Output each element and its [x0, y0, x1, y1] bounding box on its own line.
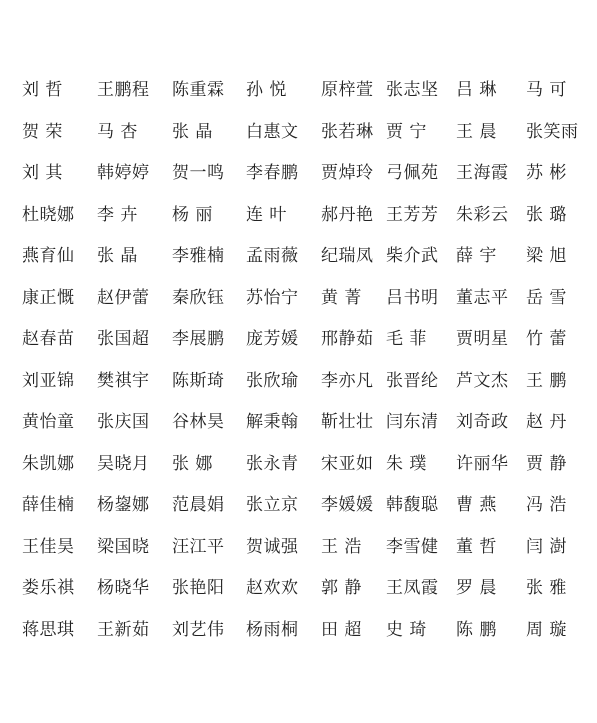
name-cell: 娄乐祺 [22, 578, 75, 599]
name-cell: 李亦凡 [321, 370, 374, 391]
name-cell: 陈斯琦 [172, 370, 225, 391]
name-row [22, 236, 574, 278]
name-cell: 杜晓娜 [22, 204, 75, 225]
name-cell: 靳壮壮 [321, 412, 374, 433]
name-cell: 周 璇 [526, 619, 567, 640]
name-row [22, 361, 574, 403]
name-cell: 赵欢欢 [246, 578, 299, 599]
name-cell: 庞芳媛 [246, 329, 299, 350]
name-cell: 纪瑞凤 [321, 246, 374, 267]
name-row [22, 153, 574, 195]
name-cell: 贺 荣 [22, 121, 63, 142]
name-cell: 宋亚如 [321, 453, 374, 474]
name-cell: 张 雅 [526, 578, 567, 599]
name-cell: 吕 琳 [456, 80, 497, 101]
name-cell: 朱凯娜 [22, 453, 75, 474]
name-cell: 张晋纶 [386, 370, 439, 391]
name-cell: 董志平 [456, 287, 509, 308]
name-cell: 王新茹 [97, 619, 150, 640]
name-cell: 韩馥聪 [386, 495, 439, 516]
name-cell: 薛 宇 [456, 246, 497, 267]
name-cell: 贾 宁 [386, 121, 427, 142]
name-cell: 汪江平 [172, 536, 225, 557]
name-cell: 李雪健 [386, 536, 439, 557]
name-cell: 岳 雪 [526, 287, 567, 308]
name-cell: 贺诚强 [246, 536, 299, 557]
name-cell: 吕书明 [386, 287, 439, 308]
name-cell: 王鹏程 [97, 80, 150, 101]
name-cell: 张永青 [246, 453, 299, 474]
name-cell: 杨雨桐 [246, 619, 299, 640]
name-cell: 马 杏 [97, 121, 138, 142]
name-row [22, 568, 574, 610]
name-cell: 燕育仙 [22, 246, 75, 267]
name-cell: 郭 静 [321, 578, 362, 599]
name-cell: 杨晓华 [97, 578, 150, 599]
names-list [22, 70, 579, 651]
name-cell: 康正慨 [22, 287, 75, 308]
name-cell: 贾焯玲 [321, 163, 374, 184]
name-cell: 毛 菲 [386, 329, 427, 350]
name-cell: 许丽华 [456, 453, 509, 474]
name-cell: 张若琳 [321, 121, 374, 142]
name-cell: 竹 蕾 [526, 329, 567, 350]
name-row [22, 610, 574, 652]
name-cell: 贾 静 [526, 453, 567, 474]
name-cell: 柴介武 [386, 246, 439, 267]
name-cell: 解秉翰 [246, 412, 299, 433]
name-cell: 罗 晨 [456, 578, 497, 599]
name-cell: 孟雨薇 [246, 246, 299, 267]
name-cell: 贾明星 [456, 329, 509, 350]
name-cell: 原梓萱 [321, 80, 374, 101]
name-cell: 张笑雨 [526, 121, 579, 142]
name-cell: 李雅楠 [172, 246, 225, 267]
name-row [22, 278, 574, 320]
name-cell: 蒋思琪 [22, 619, 75, 640]
name-cell: 曹 燕 [456, 495, 497, 516]
name-cell: 苏 彬 [526, 163, 567, 184]
name-cell: 梁 旭 [526, 246, 567, 267]
name-cell: 王 鹏 [526, 370, 567, 391]
name-cell: 张志坚 [386, 80, 439, 101]
name-cell: 郝丹艳 [321, 204, 374, 225]
name-cell: 杨鋆娜 [97, 495, 150, 516]
name-cell: 闫东清 [386, 412, 439, 433]
name-cell: 刘艺伟 [172, 619, 225, 640]
name-row [22, 112, 579, 154]
name-cell: 陈重霖 [172, 80, 225, 101]
name-cell: 朱 璞 [386, 453, 427, 474]
name-cell: 朱彩云 [456, 204, 509, 225]
name-cell: 王凤霞 [386, 578, 439, 599]
name-cell: 黄怡童 [22, 412, 75, 433]
name-cell: 马 可 [526, 80, 567, 101]
name-cell: 李春鹏 [246, 163, 299, 184]
name-cell: 赵春苗 [22, 329, 75, 350]
name-cell: 张 晶 [172, 121, 213, 142]
name-cell: 贺一鸣 [172, 163, 225, 184]
name-cell: 刘 其 [22, 163, 63, 184]
name-cell: 王 晨 [456, 121, 497, 142]
name-cell: 弓佩苑 [386, 163, 439, 184]
name-cell: 张 娜 [172, 453, 213, 474]
name-cell: 李展鹏 [172, 329, 225, 350]
name-cell: 张艳阳 [172, 578, 225, 599]
name-cell: 樊祺宇 [97, 370, 150, 391]
name-row [22, 70, 574, 112]
name-cell: 刘 哲 [22, 80, 63, 101]
name-cell: 薛佳楠 [22, 495, 75, 516]
name-cell: 李媛媛 [321, 495, 374, 516]
name-cell: 赵伊蕾 [97, 287, 150, 308]
name-row [22, 319, 574, 361]
name-cell: 吴晓月 [97, 453, 150, 474]
name-cell: 李 卉 [97, 204, 138, 225]
name-cell: 梁国晓 [97, 536, 150, 557]
name-cell: 张立京 [246, 495, 299, 516]
name-cell: 赵 丹 [526, 412, 567, 433]
name-cell: 刘亚锦 [22, 370, 75, 391]
name-cell: 陈 鹏 [456, 619, 497, 640]
name-cell: 刘奇政 [456, 412, 509, 433]
name-cell: 白惠文 [246, 121, 299, 142]
name-cell: 董 哲 [456, 536, 497, 557]
name-cell: 闫 澍 [526, 536, 567, 557]
name-cell: 张庆国 [97, 412, 150, 433]
name-row [22, 485, 574, 527]
name-cell: 黄 菁 [321, 287, 362, 308]
name-cell: 秦欣钰 [172, 287, 225, 308]
name-cell: 苏怡宁 [246, 287, 299, 308]
name-cell: 张 璐 [526, 204, 567, 225]
name-cell: 冯 浩 [526, 495, 567, 516]
name-cell: 杨 丽 [172, 204, 213, 225]
name-cell: 孙 悦 [246, 80, 287, 101]
name-cell: 谷林昊 [172, 412, 225, 433]
name-row [22, 444, 574, 486]
name-cell: 邢静茹 [321, 329, 374, 350]
name-cell: 史 琦 [386, 619, 427, 640]
name-row [22, 527, 574, 569]
name-row [22, 402, 574, 444]
name-cell: 王 浩 [321, 536, 362, 557]
name-cell: 张欣瑜 [246, 370, 299, 391]
name-cell: 芦文杰 [456, 370, 509, 391]
name-cell: 张 晶 [97, 246, 138, 267]
name-cell: 田 超 [321, 619, 362, 640]
name-cell: 张国超 [97, 329, 150, 350]
name-cell: 韩婷婷 [97, 163, 150, 184]
name-cell: 王芳芳 [386, 204, 439, 225]
name-cell: 王海霞 [456, 163, 509, 184]
name-cell: 连 叶 [246, 204, 287, 225]
name-cell: 范晨娟 [172, 495, 225, 516]
name-cell: 王佳昊 [22, 536, 75, 557]
name-row [22, 195, 574, 237]
